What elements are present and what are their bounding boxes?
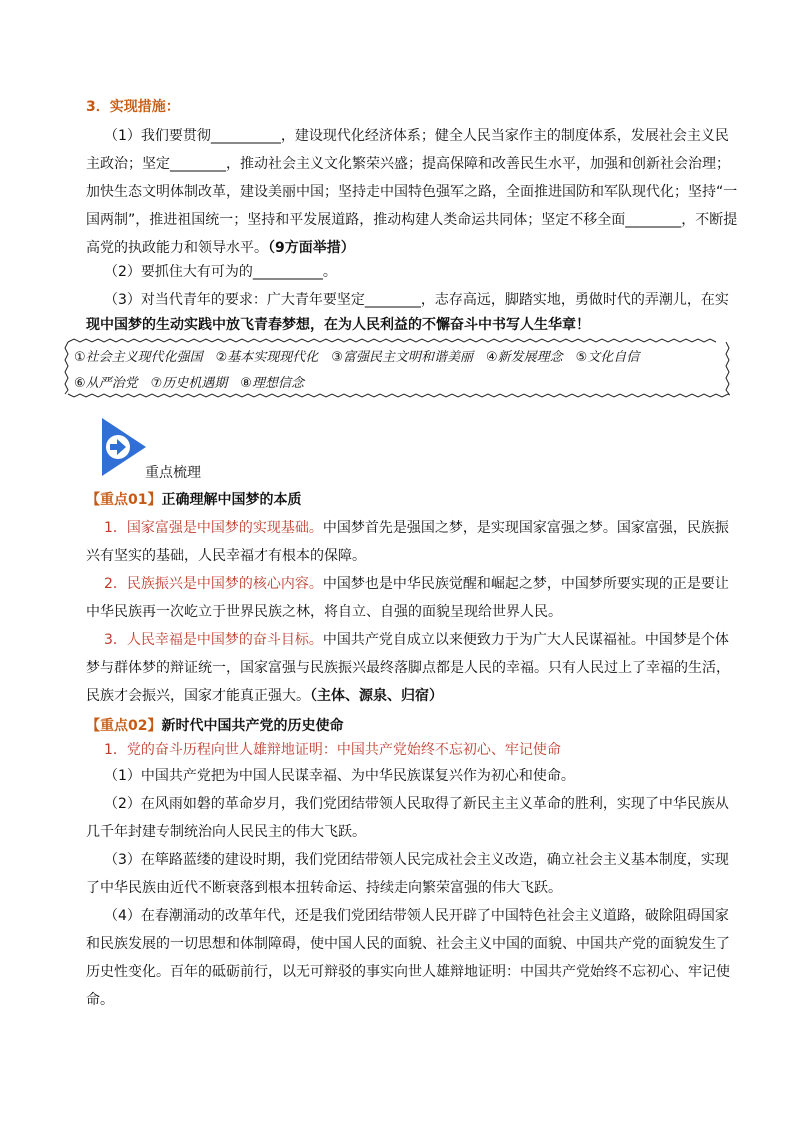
answer-box xyxy=(64,338,730,398)
key01-item xyxy=(104,574,734,594)
key01-note: （主体、源泉、归宿） xyxy=(310,688,443,704)
key02-line: （4）在春潮涌动的改革年代，还是我们党团结带领人民开辟了中国特色社会主义道路，破除阻碍国家 xyxy=(104,908,729,924)
key01-item-line3 xyxy=(86,686,716,706)
key01-item-text: 民族才会振兴，国家才能真正强大。 xyxy=(86,688,310,704)
key02-tag: 【重点02】 xyxy=(86,718,162,734)
key02-line: 几千年封建专制统治向人民民主的伟大飞跃。 xyxy=(86,824,366,840)
key02-line: （2）在风雨如磐的革命岁月，我们党团结带领人民取得了新民主主义革命的胜利，实现了中华民族从 xyxy=(104,796,729,812)
key01-item-line2: 中华民族再一次屹立于世界民族之林，将自立、自强的面貌呈现给世界人民。 xyxy=(86,604,562,620)
answer-line: ⑥从严治党 ⑦历史机遇期 ⑧理想信念 xyxy=(74,376,304,391)
key01-item xyxy=(104,630,734,650)
key01-tag: 【重点01】 xyxy=(86,492,162,508)
key02-line: 了中华民族由近代不断衰落到根本扭转命运、持续走向繁荣富强的伟大飞跃。 xyxy=(86,880,562,896)
p1-line: 主政治；坚定________，推动社会主义文化繁荣兴盛；提高保障和改善民生水平，加强和创新社会治理； xyxy=(86,156,730,172)
key02-line: 命。 xyxy=(86,992,114,1008)
key01-item-text: 中国梦首先是强国之梦，是实现国家富强之梦。国家富强，民族振 xyxy=(322,520,729,536)
p1-line: （1）我们要贯彻__________，建设现代化经济体系；健全人民当家作主的制度体系，发展社会主义民 xyxy=(104,128,729,144)
section3-heading: 3．实现措施： xyxy=(86,99,180,115)
key01-item-text: 中国共产党自成立以来便致力于为广大人民谋福祉。中国梦是个体 xyxy=(322,632,729,648)
key02-line: 和民族发展的一切思想和体制障碍，使中国人民的面貌、社会主义中国的面貌、中国共产党的面貌发生了 xyxy=(86,936,730,952)
key01-item-line2: 兴有坚实的基础，人民幸福才有根本的保障。 xyxy=(86,548,366,564)
key02-line: （1）中国共产党把为中国人民谋幸福、为中华民族谋复兴作为初心和使命。 xyxy=(104,768,575,784)
p3-line: （3）对当代青年的要求：广大青年要坚定________，志存高远，脚踏实地，勇做时代的弄潮儿，在实 xyxy=(104,292,729,308)
key01-item-lead: 3．人民幸福是中国梦的奋斗目标。 xyxy=(104,632,323,648)
p3-line: 现中国梦的生动实践中放飞青春梦想，在为人民利益的不懈奋斗中书写人生华章！ xyxy=(86,317,590,333)
p1-note: （9方面举措） xyxy=(268,240,355,256)
p2-line: （2）要抓住大有可为的__________。 xyxy=(104,264,337,280)
key01-item-lead: 1．国家富强是中国梦的实现基础。 xyxy=(104,520,323,536)
key01-title: 正确理解中国梦的本质 xyxy=(161,492,302,508)
p1-line xyxy=(86,238,716,258)
section-title: 重点梳理 xyxy=(145,465,201,481)
p1-line: 加快生态文明体制改革，建设美丽中国；坚持走中国特色强军之路，全面推进国防和军队现代化；坚持“一 xyxy=(86,184,738,200)
key02-line: 历史性变化。百年的砥砺前行，以无可辩驳的事实向世人雄辩地证明：中国共产党始终不忘初心、牢记使 xyxy=(86,964,730,980)
key01-item xyxy=(104,518,734,538)
key02-heading xyxy=(86,716,716,736)
key02-line: （3）在筚路蓝缕的建设时期，我们党团结带领人民完成社会主义改造，确立社会主义基本制度，实现 xyxy=(104,852,729,868)
arrow-circle-icon xyxy=(98,416,150,478)
key01-item-line2: 梦与群体梦的辩证统一，国家富强与民族振兴最终落脚点都是人民的幸福。只有人民过上了幸福的生活， xyxy=(86,660,730,676)
p1-line: 国两制”，推进祖国统一；坚持和平发展道路，推动构建人类命运共同体；坚定不移全面________，不断提 xyxy=(86,212,738,228)
key01-item-lead: 2．民族振兴是中国梦的核心内容。 xyxy=(104,576,323,592)
p1-last: 高党的执政能力和领导水平。 xyxy=(86,240,268,256)
key01-heading xyxy=(86,490,716,510)
answer-line: ①社会主义现代化强国 ②基本实现现代化 ③富强民主文明和谐美丽 ④新发展理念 ⑤文化自信 xyxy=(74,350,640,365)
key02-title: 新时代中国共产党的历史使命 xyxy=(161,718,344,734)
key01-item-text: 中国梦也是中华民族觉醒和崛起之梦，中国梦所要实现的正是要让 xyxy=(322,576,729,592)
key02-sub1: 1．党的奋斗历程向世人雄辩地证明：中国共产党始终不忘初心、牢记使命 xyxy=(104,742,561,758)
